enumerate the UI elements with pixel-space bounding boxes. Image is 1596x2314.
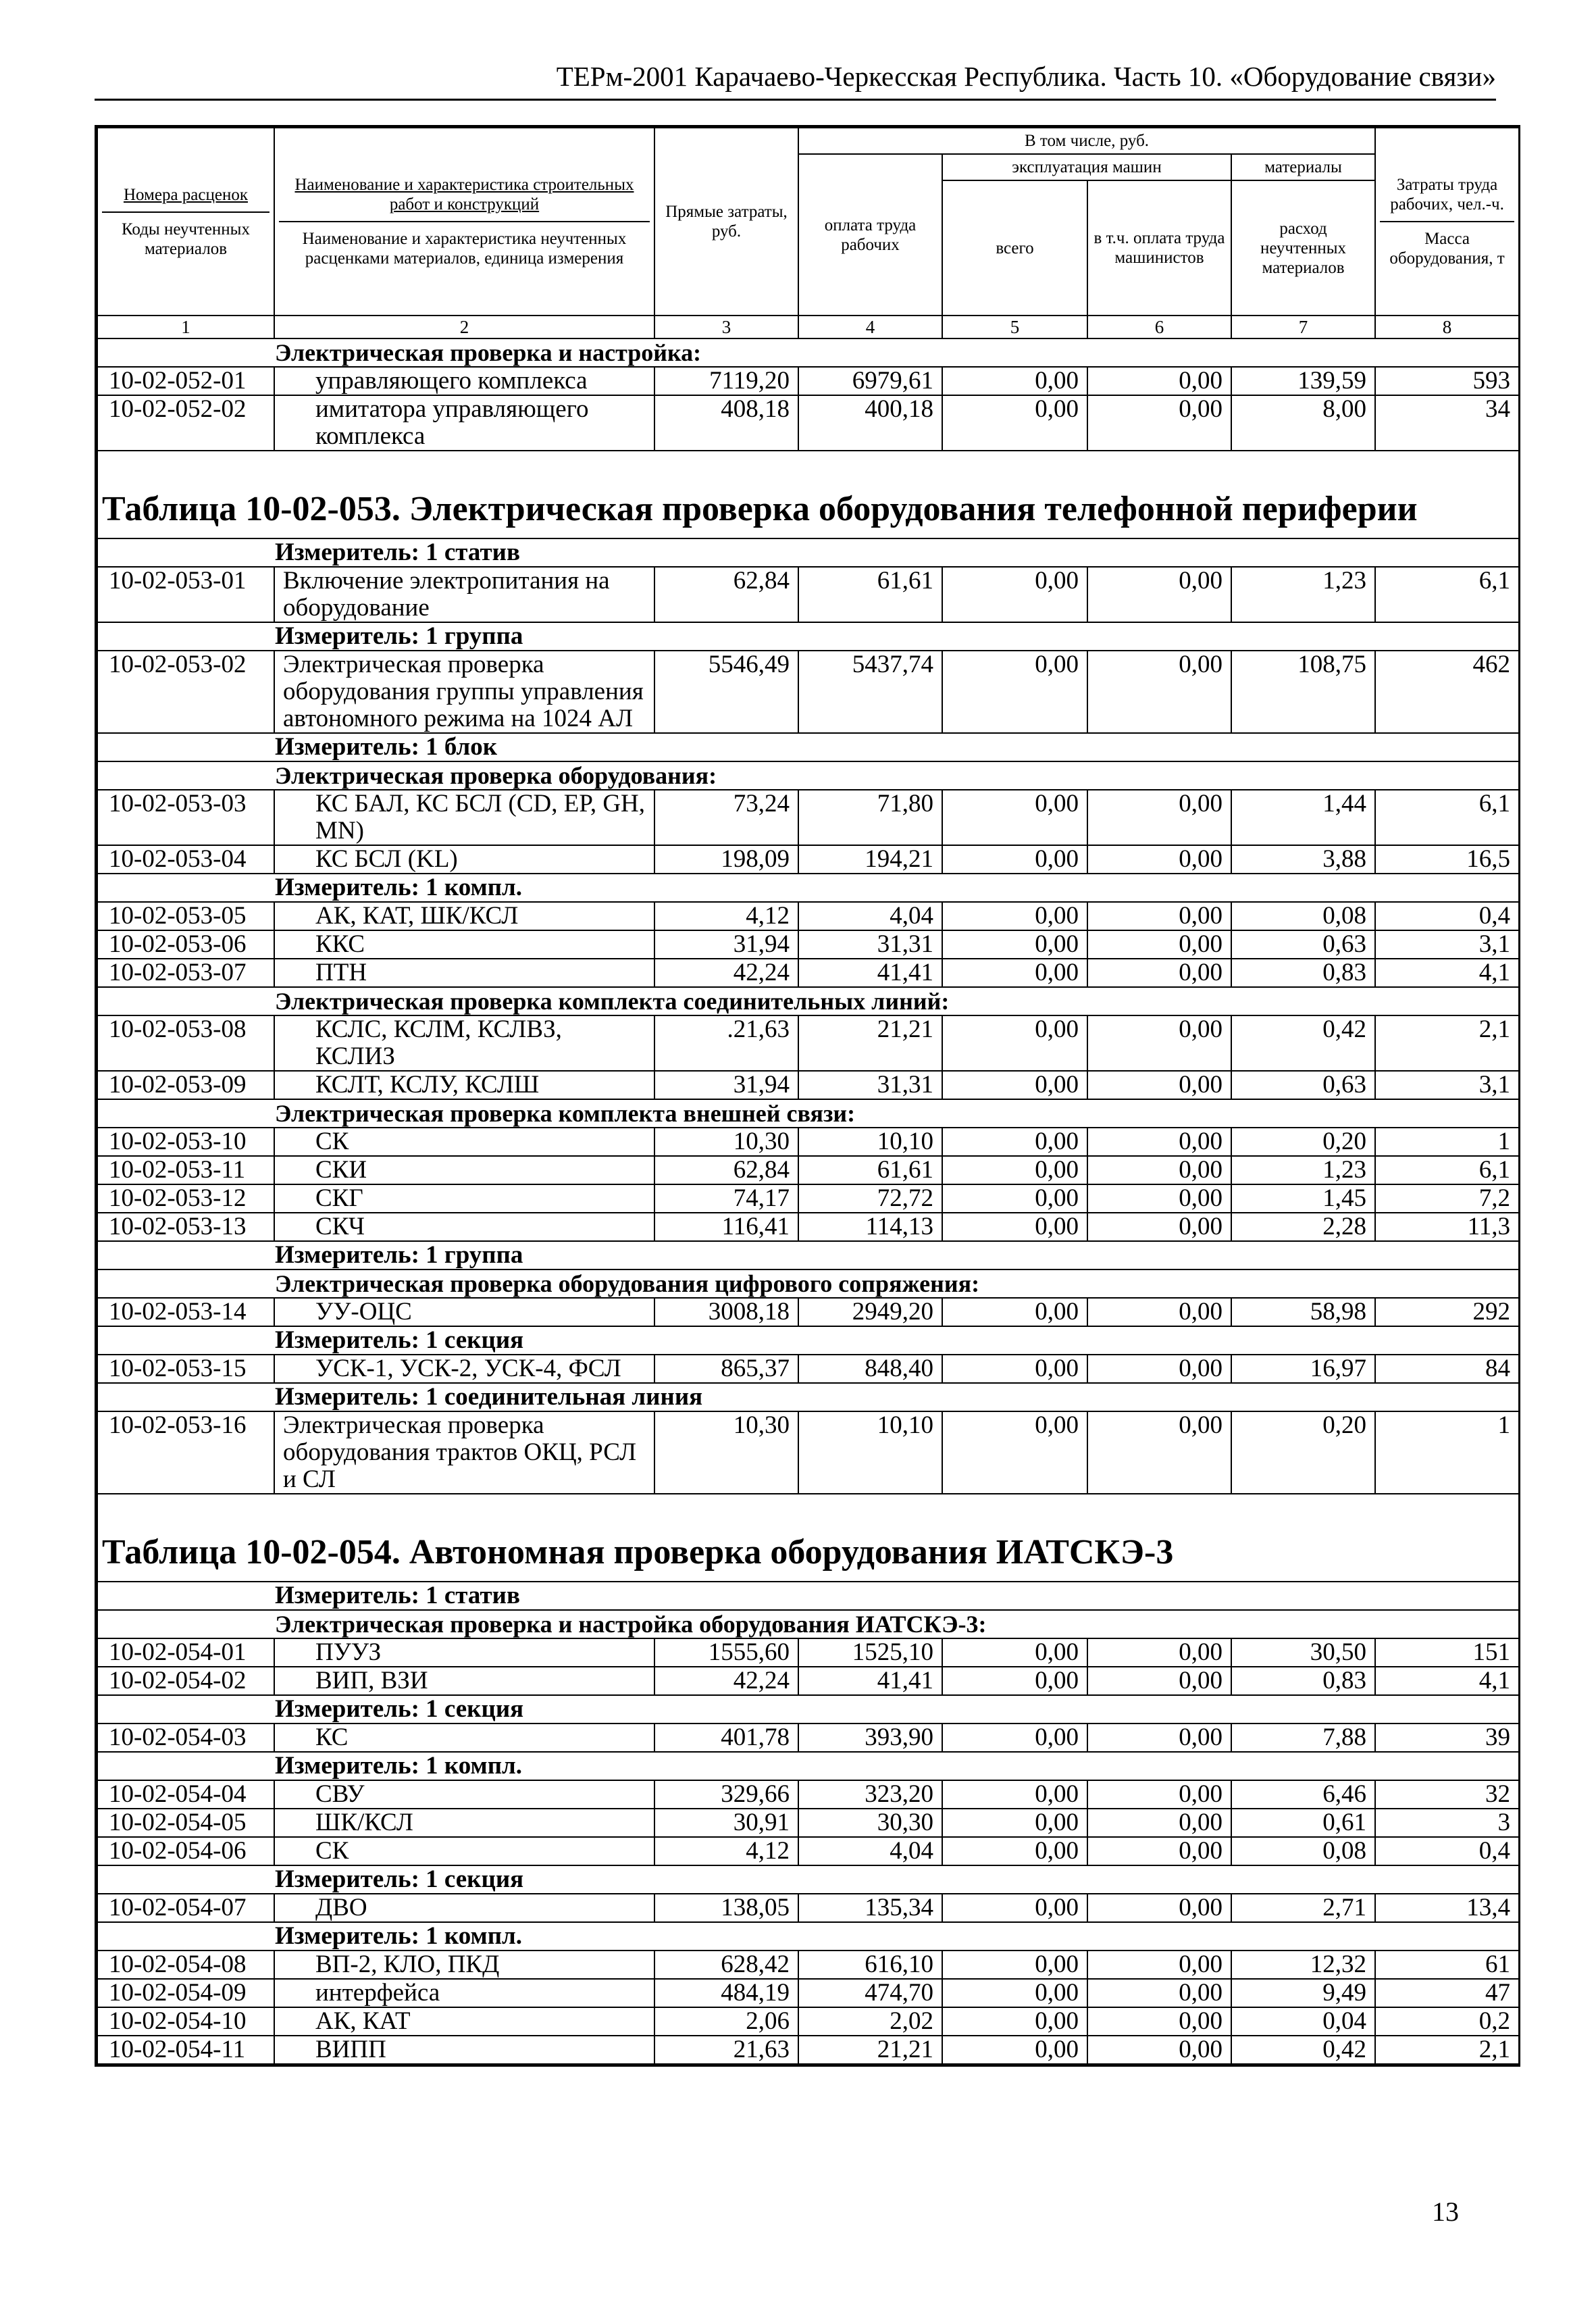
column-number: 1 [97, 316, 274, 338]
table-row: 10-02-053-06 ККС 31,94 31,31 0,00 0,00 0,63 3,1 [97, 930, 1519, 959]
table-title-row [97, 451, 1519, 538]
table-row: 10-02-053-05 АК, КАТ, ШК/КСЛ 4,12 4,04 0,00 0,00 0,08 0,4 [97, 902, 1519, 930]
rates-table [95, 125, 1520, 2067]
column-number: 7 [1231, 316, 1375, 338]
column-7-header: расход неучтенных материалов [1231, 180, 1375, 316]
table-row: 10-02-054-02 ВИП, ВЗИ 42,24 41,41 0,00 0,00 0,83 4,1 [97, 1667, 1519, 1695]
column-5-header: всего [942, 180, 1087, 316]
meter-row: Измеритель: 1 статив [97, 1582, 1519, 1610]
table-053-title: Таблица 10-02-053. Электрическая проверка оборудования телефонной периферии [97, 451, 1519, 538]
section-heading: Электрическая проверка комплекта внешней связи: [97, 1099, 1519, 1128]
column-number: 2 [274, 316, 654, 338]
column-number: 6 [1087, 316, 1231, 338]
section-heading: Электрическая проверка оборудования цифрового сопряжения: [97, 1269, 1519, 1298]
table-row: 10-02-053-07 ПТН 42,24 41,41 0,00 0,00 0,83 4,1 [97, 959, 1519, 987]
table-row: 10-02-054-04 СВУ 329,66 323,20 0,00 0,00 6,46 32 [97, 1780, 1519, 1809]
table-row: 10-02-054-10 АК, КАТ 2,06 2,02 0,00 0,00 0,04 0,2 [97, 2007, 1519, 2036]
table-row: 10-02-054-06 СК 4,12 4,04 0,00 0,00 0,08 0,4 [97, 1837, 1519, 1865]
meter-row: Измеритель: 1 секция [97, 1326, 1519, 1355]
table-row: 10-02-053-13 СКЧ 116,41 114,13 0,00 0,00 2,28 11,3 [97, 1213, 1519, 1241]
table-row: 10-02-052-01 управляющего комплекса 7119,20 6979,61 0,00 0,00 139,59 593 [97, 367, 1519, 395]
table-row: 10-02-053-14 УУ-ОЦС 3008,18 2949,20 0,00 0,00 58,98 292 [97, 1298, 1519, 1326]
table-row: 10-02-054-05 ШК/КСЛ 30,91 30,30 0,00 0,00 0,61 3 [97, 1809, 1519, 1837]
table-row: 10-02-054-03 КС 401,78 393,90 0,00 0,00 7,88 39 [97, 1724, 1519, 1752]
table-row: 10-02-053-08 КСЛС, КСЛМ, КСЛВЗ, КСЛИЗ .21,63 21,21 0,00 0,00 0,42 2,1 [97, 1015, 1519, 1071]
column-2-header: Наименование и характеристика строительных работ и конструкций Наименование и характеристика неучтенных расценками материалов, единица измерения [274, 128, 654, 316]
meter-row: Измеритель: 1 компл. [97, 874, 1519, 902]
meter-row: Измеритель: 1 компл. [97, 1922, 1519, 1951]
table-row: 10-02-054-08 ВП-2, КЛО, ПКД 628,42 616,10 0,00 0,00 12,32 61 [97, 1951, 1519, 1979]
table-row: 10-02-053-11 СКИ 62,84 61,61 0,00 0,00 1,23 6,1 [97, 1156, 1519, 1184]
table-row: 10-02-053-01 Включение электропитания на оборудование 62,84 61,61 0,00 0,00 1,23 6,1 [97, 567, 1519, 622]
meter-row: Измеритель: 1 секция [97, 1695, 1519, 1724]
section-heading: Электрическая проверка и настройка оборудования ИАТСКЭ-3: [97, 1610, 1519, 1638]
meter-row: Измеритель: 1 секция [97, 1865, 1519, 1894]
column-4-header: оплата труда рабочих [798, 154, 942, 316]
table-row: 10-02-053-16 Электрическая проверка оборудования трактов ОКЦ, РСЛ и СЛ 10,30 10,10 0,00 0,00 0,20 1 [97, 1411, 1519, 1494]
column-1-header: Номера расценок Коды неучтенных материалов [97, 128, 274, 316]
meter-row: Измеритель: 1 группа [97, 622, 1519, 651]
column-numbers-row [97, 316, 1519, 338]
section-heading: Электрическая проверка и настройка: [97, 338, 1519, 367]
column-3-header: Прямые затраты, руб. [654, 128, 798, 316]
table-row: 10-02-054-09 интерфейса 484,19 474,70 0,00 0,00 9,49 47 [97, 1979, 1519, 2007]
table-054-title: Таблица 10-02-054. Автономная проверка оборудования ИАТСКЭ-3 [97, 1494, 1519, 1582]
table-row: 10-02-053-02 Электрическая проверка оборудования группы управления автономного режима на 1024 АЛ 5546,49 5437,74 0,00 0,00 108,75 462 [97, 651, 1519, 733]
table-row: 10-02-053-12 СКГ 74,17 72,72 0,00 0,00 1,45 7,2 [97, 1184, 1519, 1213]
table-row: 10-02-053-15 УСК-1, УСК-2, УСК-4, ФСЛ 865,37 848,40 0,00 0,00 16,97 84 [97, 1355, 1519, 1383]
machines-header: эксплуатация машин [942, 154, 1231, 180]
materials-header: материалы [1231, 154, 1375, 180]
meter-row: Измеритель: 1 соединительная линия [97, 1383, 1519, 1411]
meter-row: Измеритель: 1 группа [97, 1241, 1519, 1269]
meter-row: Измеритель: 1 компл. [97, 1752, 1519, 1780]
page-number: 13 [1432, 2196, 1459, 2227]
table-row: 10-02-053-03 КС БАЛ, КС БСЛ (CD, EP, GH, MN) 73,24 71,80 0,00 0,00 1,44 6,1 [97, 790, 1519, 845]
section-heading: Электрическая проверка комплекта соединительных линий: [97, 987, 1519, 1015]
column-8-header: Затраты труда рабочих, чел.-ч. Масса оборудования, т [1375, 128, 1519, 316]
column-6-header: в т.ч. оплата труда машинистов [1087, 180, 1231, 316]
page-header: ТЕРм-2001 Карачаево-Черкесская Республика. Часть 10. «Оборудование связи» [95, 59, 1496, 101]
column-number: 8 [1375, 316, 1519, 338]
table-row: 10-02-053-10 СК 10,30 10,10 0,00 0,00 0,20 1 [97, 1128, 1519, 1156]
section-heading: Электрическая проверка оборудования: [97, 761, 1519, 790]
table-row: 10-02-053-04 КС БСЛ (KL) 198,09 194,21 0,00 0,00 3,88 16,5 [97, 845, 1519, 874]
column-number: 4 [798, 316, 942, 338]
table-title-row [97, 1494, 1519, 1582]
meter-row: Измеритель: 1 блок [97, 733, 1519, 761]
column-number: 5 [942, 316, 1087, 338]
meter-row: Измеритель: 1 статив [97, 538, 1519, 567]
table-row: 10-02-052-02 имитатора управляющего комплекса 408,18 400,18 0,00 0,00 8,00 34 [97, 395, 1519, 451]
table-row: 10-02-053-09 КСЛТ, КСЛУ, КСЛШ 31,94 31,31 0,00 0,00 0,63 3,1 [97, 1071, 1519, 1099]
column-number: 3 [654, 316, 798, 338]
table-row: 10-02-054-01 ПУУЗ 1555,60 1525,10 0,00 0,00 30,50 151 [97, 1638, 1519, 1667]
table-row: 10-02-054-11 ВИПП 21,63 21,21 0,00 0,00 0,42 2,1 [97, 2036, 1519, 2064]
table-row: 10-02-054-07 ДВО 138,05 135,34 0,00 0,00 2,71 13,4 [97, 1894, 1519, 1922]
group-header: В том числе, руб. [798, 128, 1375, 154]
table-header [97, 128, 1519, 316]
